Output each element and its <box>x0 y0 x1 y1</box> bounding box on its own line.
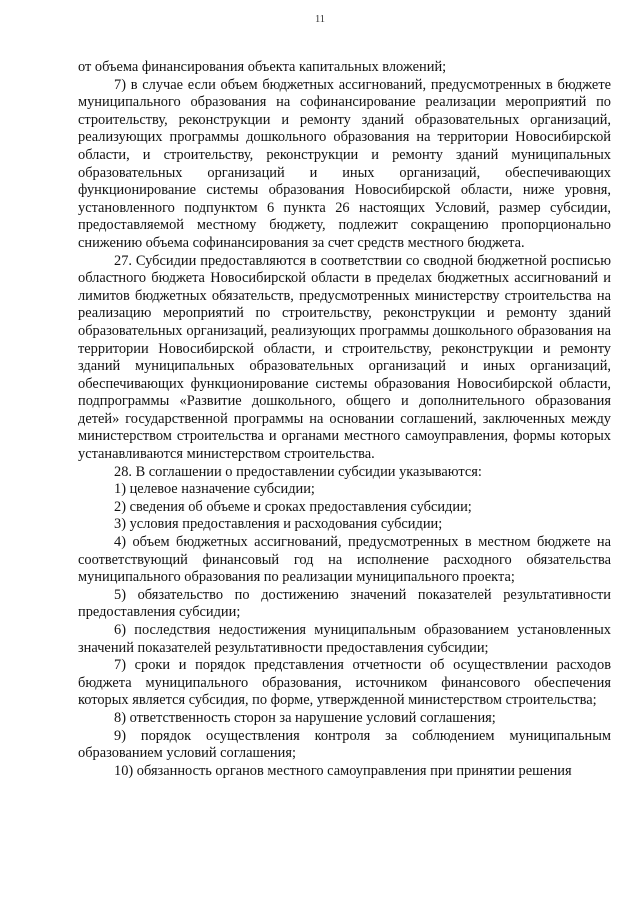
list-item-2: 2) сведения об объеме и сроках предоставления субсидии; <box>114 498 472 515</box>
paragraph-item-7-cofinancing: 7) в случае если объем бюджетных ассигнований, предусмотренных в бюджете муниципального образования на софинансирование реализации мероприятий по строительству, реконструкции и ремонту зданий образовательных организаций, реализующих программы дошкольного образования на территории Новосибирской области, и строительству, реконструкции и ремонту зданий муниципальных образовательных организаций и иных организаций, обеспечивающих функционирование системы образования Новосибирской области, ниже уровня, установленного подпунктом 6 пункта 26 настоящих Условий, размер субсидии, предоставляемой местному бюджету, подлежит сокращению пропорционально снижению объема софинансирования за счет средств местного бюджета. <box>78 76 611 251</box>
list-item-5: 5) обязательство по достижению значений показателей результативности предоставления субсидии; <box>78 586 611 621</box>
list-item-6: 6) последствия недостижения муниципальным образованием установленных значений показателей результативности предоставления субсидии; <box>78 622 611 656</box>
page-number: 11 <box>314 14 326 25</box>
paragraph-28-agreement: 28. В соглашении о предоставлении субсидии указываются: <box>114 463 482 480</box>
list-item-9: 9) порядок осуществления контроля за соблюдением муниципальным образованием условий соглашения; <box>78 727 611 762</box>
list-item-4: 4) объем бюджетных ассигнований, предусмотренных в местном бюджете на соответствующий финансовый год на исполнение расходного обязательства муниципального образования по реализации муниципального проекта; <box>78 534 611 586</box>
list-item-8: 8) ответственность сторон за нарушение условий соглашения; <box>114 709 496 726</box>
list-item-10: 10) обязанность органов местного самоуправления при принятии решения <box>114 762 572 779</box>
list-item-1: 1) целевое назначение субсидии; <box>114 481 315 498</box>
document-body <box>78 59 611 780</box>
paragraph-continuation: от объема финансирования объекта капитальных вложений; <box>78 59 447 75</box>
list-item-7: 7) сроки и порядок представления отчетности об осуществлении расходов бюджета муниципального образования, источником финансового обеспечения которых является субсидия, по форме, утвержденной министерством строительства; <box>78 657 611 709</box>
list-item-3: 3) условия предоставления и расходования субсидии; <box>114 516 443 533</box>
paragraph-27-subsidies: 27. Субсидии предоставляются в соответствии со сводной бюджетной росписью областного бюджета Новосибирской области в пределах бюджетных ассигнований и лимитов бюджетных обязательств, предусмотренных министерству строительства на реализацию мероприятий по строительству, реконструкции и ремонту зданий образовательных организаций, реализующих программы дошкольного образования на территории Новосибирской области, и строительству, реконструкции и ремонту зданий муниципальных образовательных организаций и иных организаций, обеспечивающих функционирование системы образования Новосибирской области, подпрограммы «Развитие дошкольного, общего и дополнительного образования детей» государственной программы на основании соглашений, заключенных между министерством строительства и органами местного самоуправления, формы которых устанавливаются министерством строительства. <box>78 252 611 463</box>
